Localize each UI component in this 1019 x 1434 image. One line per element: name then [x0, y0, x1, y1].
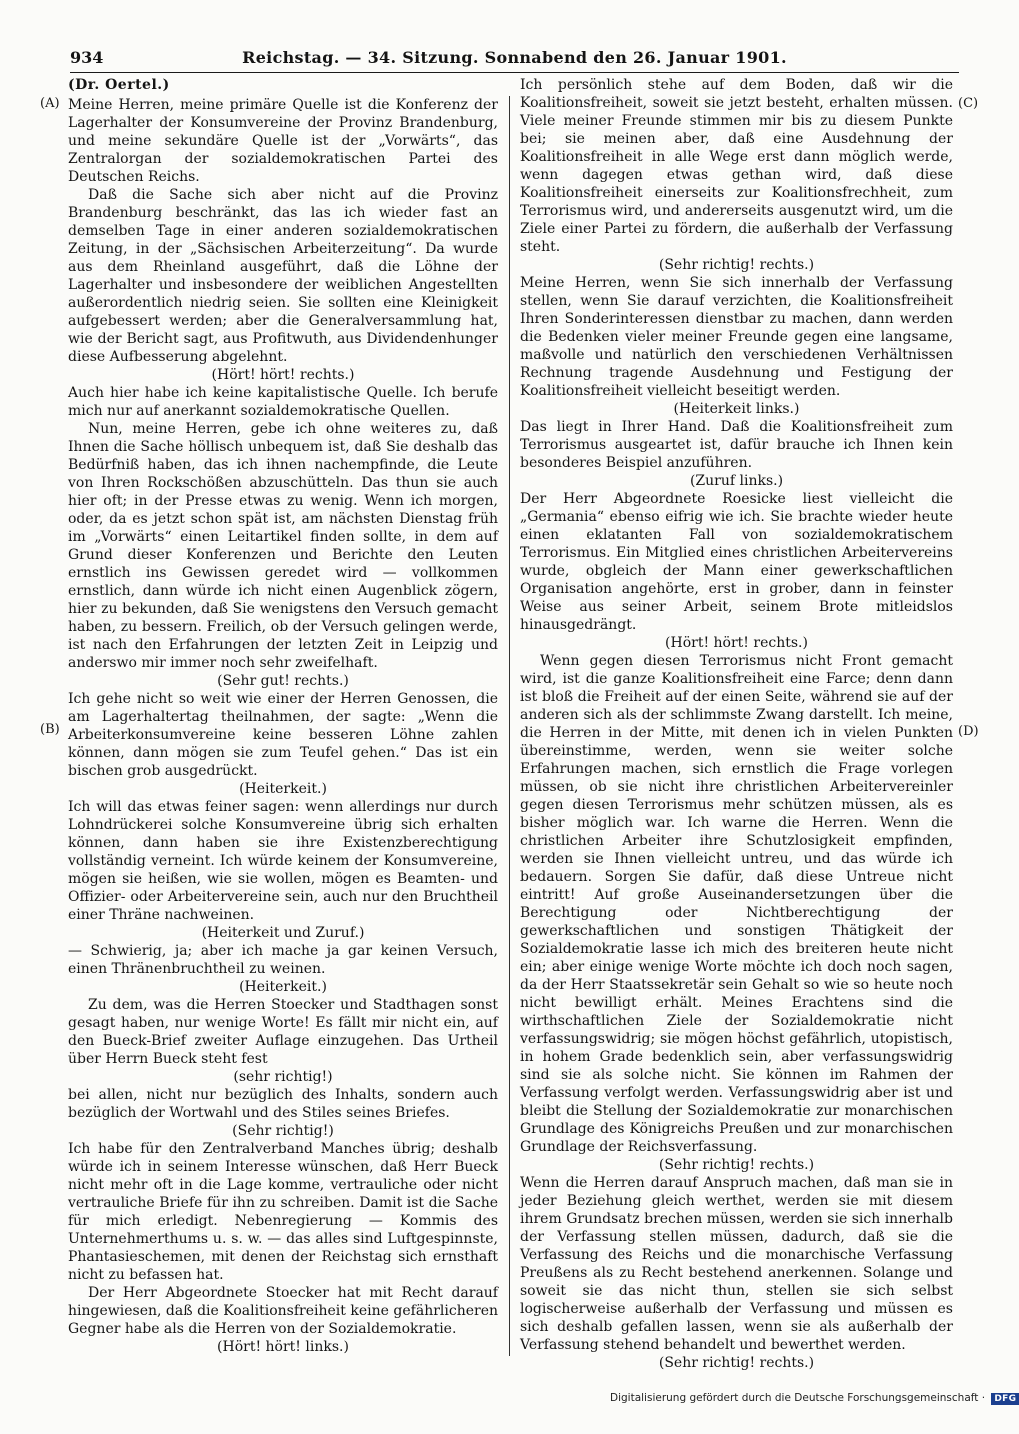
- interjection: (Sehr richtig! rechts.): [658, 1157, 815, 1173]
- column-divider: [509, 96, 510, 1356]
- paragraph: Ich persönlich stehe auf dem Boden, daß wir die Koalitionsfreiheit, soweit sie jetzt besteht, erhalten müssen. Viele meiner Freunde stimmen mir bis zu diesem Punkte bei; sie meinen aber, daß eine Ausdehnung der Koalitionsfreiheit in alle Wege erst dann möglich werde, wenn dagegen etwas gethan wird, daß diese Koalitionsfreiheit einerseits zur Koalitionsfrechheit, zum Terrorismus wird, und andererseits ausgenutzt wird, um die Ziele einer Partei zu fördern, die außerhalb der Verfassung steht.: [520, 77, 953, 255]
- interjection: (Hört! hört! rechts.): [665, 635, 808, 651]
- interjection: (Sehr richtig! rechts.): [658, 257, 815, 273]
- paragraph: Ich gehe nicht so weit wie einer der Herren Genossen, die am Lagerhaltertag theilnahmen, der sagte: „Wenn die Arbeiterkonsumvereine keine besseren Löhne zahlen können, dann mögen sie zum Teufel gehen.“ Das ist ein bischen grob ausgedrückt.: [68, 691, 498, 779]
- paragraph: Daß die Sache sich aber nicht auf die Provinz Brandenburg beschränkt, das las ich wieder fast an demselben Tage in einer anderen sozialdemokratischen Zeitung, in der „Sächsischen Arbeiterzeitung“. Da wurde aus dem Rheinland ausgeführt, daß die Löhne der Lagerhalter und insbesondere der weiblichen Angestellten außerordentlich niedrig seien. Sie sollten eine Kleinigkeit aufgebessert werden; aber die Generalversammlung hat, wie der Bericht sagt, aus Profitwuth, aus Dividendenhunger diese Aufbesserung abgelehnt.: [68, 187, 498, 365]
- paragraph: Der Herr Abgeordnete Roesicke liest vielleicht die „Germania“ ebenso eifrig wie ich. Sie brachte wieder heute einen eklatanten Fall von sozialdemokratischem Terrorismus. Ein Mitglied eines christlichen Arbeitervereins wurde, obgleich der Mann einer gewerkschaftlichen Organisation angehörte, erst in grober, dann in feinster Weise aus seiner Arbeit, seinem Brote mitleidslos hinausgedrängt.: [520, 491, 953, 633]
- interjection: (Heiterkeit.): [239, 979, 327, 995]
- paragraph: Der Herr Abgeordnete Stoecker hat mit Recht darauf hingewiesen, daß die Koalitionsfreiheit keine gefährlicheren Gegner habe als die Herren von der Sozialdemokratie.: [68, 1285, 498, 1337]
- interjection: (Zuruf links.): [689, 473, 784, 489]
- interjection: (Sehr gut! rechts.): [217, 673, 349, 689]
- page-number: 934: [70, 48, 104, 67]
- paragraph: Meine Herren, wenn Sie sich innerhalb der Verfassung stellen, wenn Sie darauf verzichten, die Koalitionsfreiheit Ihren Sonderinteressen dienstbar zu machen, dann werden die Bedenken vieler meiner Freunde gegen eine langsame, maßvolle und natürlich den verschiedenen Verhältnissen Rechnung tragende Ausdehnung und Festigung der Koalitionsfreiheit vielleicht beseitigt werden.: [520, 275, 953, 399]
- paragraph: Auch hier habe ich keine kapitalistische Quelle. Ich berufe mich nur auf anerkannt sozialdemokratische Quellen.: [68, 385, 498, 419]
- right-column: [520, 76, 953, 1372]
- paragraph: Ich habe für den Zentralverband Manches übrig; deshalb würde ich in seinem Interesse wünschen, daß Herr Bueck nicht mehr oft in die Lage komme, vertrauliche oder nicht vertrauliche Briefe für ihn zu schreiben. Damit ist die Sache für mich erledigt. Nebenregierung — Kommis des Unternehmerthums u. s. w. — das alles sind Luftgespinnste, Phantasieschemen, mit denen der Reichstag sich ernsthaft nicht zu befassen hat.: [68, 1141, 498, 1283]
- paragraph: bei allen, nicht nur bezüglich des Inhalts, sondern auch bezüglich der Wortwahl und des Stiles seines Briefes.: [68, 1087, 498, 1121]
- dfg-logo: DFG: [991, 1393, 1019, 1405]
- speaker-label: (Dr. Oertel.): [68, 77, 170, 93]
- paragraph: Zu dem, was die Herren Stoecker und Stadthagen sonst gesagt haben, nur wenige Worte! Es fällt mir nicht ein, auf den Bueck-Brief zweiter Auflage einzugehen. Das Urtheil über Herrn Bueck steht fest: [68, 997, 498, 1067]
- credit-text: Digitalisierung gefördert durch die Deutsche Forschungsgemeinschaft ·: [610, 1392, 986, 1404]
- interjection: (sehr richtig!): [233, 1069, 333, 1085]
- paragraph: — Schwierig, ja; aber ich mache ja gar keinen Versuch, einen Thränenbruchtheil zu weinen.: [68, 943, 498, 977]
- interjection: (Hört! hört! rechts.): [211, 367, 355, 383]
- interjection: (Heiterkeit.): [239, 781, 327, 797]
- interjection: (Sehr richtig!): [232, 1123, 334, 1139]
- margin-marker-a: (A): [40, 96, 60, 111]
- paragraph: Wenn die Herren darauf Anspruch machen, daß man sie in jeder Beziehung gleich werthet, werden sie mit diesem ihrem Grundsatz brechen müssen, werden sie sich innerhalb der Verfassung stellen müssen, dadurch, daß sie die Verfassung des Reichs und die monarchische Verfassung Preußens als zu Recht bestehend anerkennen. Solange und soweit sie das nicht thun, stellen sie sich selbst logischerweise außerhalb der Verfassung und müssen es sich deshalb gefallen lassen, wenn sie als außerhalb der Verfassung stehend behandelt und bewerthet werden.: [520, 1175, 953, 1353]
- interjection: (Heiterkeit und Zuruf.): [201, 925, 365, 941]
- paragraph: Meine Herren, meine primäre Quelle ist die Konferenz der Lagerhalter der Konsumvereine der Provinz Brandenburg, und meine sekundäre Quelle ist der „Vorwärts“, das Zentralorgan der sozialdemokratischen Partei des Deutschen Reichs.: [68, 97, 498, 185]
- margin-marker-b: (B): [40, 722, 60, 737]
- margin-marker-d: (D): [958, 724, 979, 739]
- paragraph: Wenn gegen diesen Terrorismus nicht Front gemacht wird, ist die ganze Koalitionsfreiheit eine Farce; denn dann ist bloß die Freiheit auf der einen Seite, während sie auf der anderen sich als der schlimmste Zwang darstellt. Ich meine, die Herren in der Mitte, mit denen ich in vielen Punkten übereinstimme, werden, wenn sie weiter solche Erfahrungen machen, sich ernstlich die Frage vorlegen müssen, ob sie nicht ihre christlichen Arbeitervereinler gegen diesen Terrorismus mehr schützen müssen, als es bisher möglich war. Ich warne die Herren. Wenn die christlichen Arbeiter ihre Schutzlosigkeit empfinden, werden sie Ihnen vielleicht untreu, und das würde ich bedauern. Sorgen Sie dafür, daß diese Untreue nicht eintritt! Auf große Auseinandersetzungen über die Berechtigung oder Nichtberechtigung der gewerkschaftlichen und sonstigen Thätigkeit der Sozialdemokratie lasse ich mich des breiteren heute nicht ein; aber einige wenige Worte möchte ich doch noch sagen, da der Herr Staatssekretär sein Gehalt so wie so heute noch nicht bewilligt erhält. Meines Erachtens sind die wirthschaftlichen Ziele der Sozialdemokratie nicht verfassungswidrig; sie mögen höchst gefährlich, utopistisch, in hohem Grade bedenklich sein, aber verfassungswidrig sind sie als solche nicht. Sie können im Rahmen der Verfassung verfolgt werden. Verfassungswidrig aber ist und bleibt die Stellung der Sozialdemokratie zur monarchischen Grundlage des Königreichs Preußen und zur monarchischen Grundlage der Reichsverfassung.: [520, 653, 953, 1155]
- margin-marker-c: (C): [958, 96, 979, 111]
- interjection: (Heiterkeit links.): [673, 401, 800, 417]
- paragraph: Nun, meine Herren, gebe ich ohne weiteres zu, daß Ihnen die Sache höllisch unbequem ist, daß Sie deshalb das Bedürfniß haben, das ich ihnen nachempfinde, die Leute von Ihren Rockschößen abzuschütteln. Das thun sie auch hier oft; in der Presse etwas zu wenig. Wenn ich morgen, oder, da es jetzt schon spät ist, am nächsten Dienstag früh im „Vorwärts“ einen Leitartikel finden sollte, in dem auf Grund dieser Konferenzen und Berichte den Leuten ernstlich ins Gewissen geredet wird — vollkommen ernstlich, dann würde ich nicht einen Augenblick zögern, hier zu bekunden, daß Sie wenigstens den Versuch gemacht haben, zu bessern. Freilich, ob der Versuch gelingen werde, ist nach den Erfahrungen der letzten Zeit in Leipzig und anderswo mir immer noch sehr zweifelhaft.: [68, 421, 498, 671]
- paragraph: Das liegt in Ihrer Hand. Daß die Koalitionsfreiheit zum Terrorismus ausgeartet ist, dafür brauche ich Ihnen kein besonderes Beispiel anzuführen.: [520, 419, 953, 471]
- interjection: (Sehr richtig! rechts.): [658, 1355, 815, 1371]
- page-header: [70, 46, 959, 73]
- paragraph: Ich will das etwas feiner sagen: wenn allerdings nur durch Lohndrückerei solche Konsumvereine übrig sich erhalten können, dann haben sie ihre Existenzberechtigung vollständig verneint. Ich würde keinem der Konsumvereine, mögen sie heißen, wie sie wollen, mögen es Beamten- und Offizier- oder Arbeitervereine sein, auch nur den Bruchtheil einer Thräne nachweinen.: [68, 799, 498, 923]
- interjection: (Hört! hört! links.): [217, 1339, 349, 1355]
- left-column: [68, 76, 498, 1356]
- digitization-credit: [610, 1392, 1017, 1405]
- running-head: Reichstag. — 34. Sitzung. Sonnabend den 26. Januar 1901.: [242, 48, 787, 67]
